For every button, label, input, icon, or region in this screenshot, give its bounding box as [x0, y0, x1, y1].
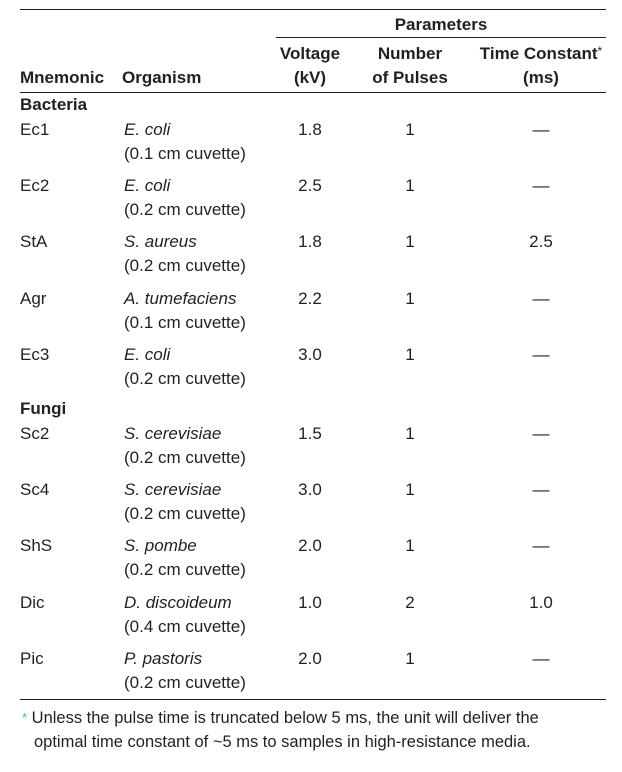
voltage-cell: 1.5 — [298, 424, 322, 443]
organism-cell: E. coli — [124, 176, 171, 196]
footnote-line2: optimal time constant of ~5 ms to samples in high-resistance media. — [34, 733, 531, 751]
group-heading-bacteria: Bacteria — [20, 95, 88, 114]
time-constant-header-asterisk: * — [597, 44, 603, 58]
parameters-header: Parameters — [394, 15, 488, 34]
time-constant-cell: — — [532, 648, 550, 668]
organism-cell: A. tumefaciens — [124, 288, 237, 308]
time-constant-header-line2: (ms) — [523, 68, 559, 87]
pulses-cell: 2 — [405, 592, 415, 612]
time-constant-cell: — — [532, 288, 550, 308]
organism-cell: S. cerevisiae — [124, 480, 222, 500]
mnemonic-cell: Ec3 — [20, 344, 50, 364]
cuvette-cell: (0.1 cm cuvette) — [124, 144, 246, 163]
pulses-cell: 1 — [405, 424, 415, 443]
pulses-cell: 1 — [405, 232, 415, 252]
mnemonic-cell: Ec1 — [20, 120, 50, 139]
voltage-header-line1: Voltage — [279, 44, 341, 63]
voltage-cell: 2.0 — [298, 648, 322, 668]
time-constant-header-line1 — [468, 44, 614, 64]
time-constant-cell: — — [532, 536, 550, 556]
time-constant-cell: — — [532, 344, 550, 364]
mnemonic-cell: Agr — [20, 288, 47, 308]
voltage-cell: 2.0 — [298, 536, 322, 556]
time-constant-cell: — — [532, 120, 550, 139]
organism-cell: S. pombe — [124, 536, 197, 556]
footnote-text-line1: Unless the pulse time is truncated below 5 ms, the unit will deliver the — [31, 709, 539, 727]
group-heading-fungi: Fungi — [20, 399, 67, 418]
voltage-cell: 2.2 — [298, 288, 322, 308]
time-constant-cell: 1.0 — [529, 592, 553, 612]
cuvette-cell: (0.2 cm cuvette) — [124, 560, 246, 580]
parameters-rule — [276, 37, 606, 38]
time-constant-cell: — — [532, 424, 550, 443]
pulses-header-line1: Number — [377, 44, 443, 63]
pulses-cell: 1 — [405, 288, 415, 308]
pulses-cell: 1 — [405, 536, 415, 556]
top-rule — [20, 9, 606, 10]
voltage-cell: 3.0 — [298, 344, 322, 364]
cuvette-cell: (0.2 cm cuvette) — [124, 368, 246, 388]
table-bottom-rule — [20, 699, 606, 700]
voltage-cell: 1.0 — [298, 592, 322, 612]
voltage-cell: 2.5 — [298, 176, 322, 196]
mnemonic-cell: ShS — [20, 536, 53, 556]
organism-cell: P. pastoris — [124, 648, 203, 668]
time-constant-cell: — — [532, 480, 550, 500]
organism-cell: S. aureus — [124, 232, 197, 252]
organism-cell: E. coli — [124, 344, 171, 364]
time-constant-cell: — — [532, 176, 550, 196]
footnote-asterisk: * — [22, 710, 28, 725]
voltage-cell: 3.0 — [298, 480, 322, 500]
mnemonic-cell: Dic — [20, 592, 45, 612]
mnemonic-cell: Sc2 — [20, 424, 50, 443]
voltage-cell: 1.8 — [298, 232, 322, 252]
mnemonic-cell: Pic — [20, 648, 44, 668]
organism-cell: D. discoideum — [124, 592, 232, 612]
mnemonic-cell: Ec2 — [20, 176, 50, 196]
footnote-line1 — [22, 706, 539, 730]
voltage-cell: 1.8 — [298, 120, 322, 139]
cuvette-cell: (0.2 cm cuvette) — [124, 672, 246, 692]
mnemonic-header: Mnemonic — [20, 68, 105, 87]
header-bottom-rule — [20, 92, 606, 93]
organism-cell: S. cerevisiae — [124, 424, 222, 443]
mnemonic-cell: StA — [20, 232, 48, 252]
organism-cell: E. coli — [124, 120, 171, 139]
cuvette-cell: (0.2 cm cuvette) — [124, 504, 246, 524]
pulses-header-line2: of Pulses — [372, 68, 448, 87]
cuvette-cell: (0.2 cm cuvette) — [124, 256, 246, 276]
voltage-header-line2: (kV) — [293, 68, 327, 87]
pulses-cell: 1 — [405, 648, 415, 668]
pulses-cell: 1 — [405, 120, 415, 139]
cuvette-cell: (0.2 cm cuvette) — [124, 448, 246, 467]
mnemonic-cell: Sc4 — [20, 480, 50, 500]
pulses-cell: 1 — [405, 480, 415, 500]
cuvette-cell: (0.1 cm cuvette) — [124, 312, 246, 332]
cuvette-cell: (0.2 cm cuvette) — [124, 200, 246, 220]
time-constant-cell: 2.5 — [529, 232, 553, 252]
cuvette-cell: (0.4 cm cuvette) — [124, 616, 246, 636]
pulses-cell: 1 — [405, 344, 415, 364]
organism-header: Organism — [122, 68, 202, 87]
time-constant-header-text: Time Constant — [479, 44, 598, 63]
pulses-cell: 1 — [405, 176, 415, 196]
